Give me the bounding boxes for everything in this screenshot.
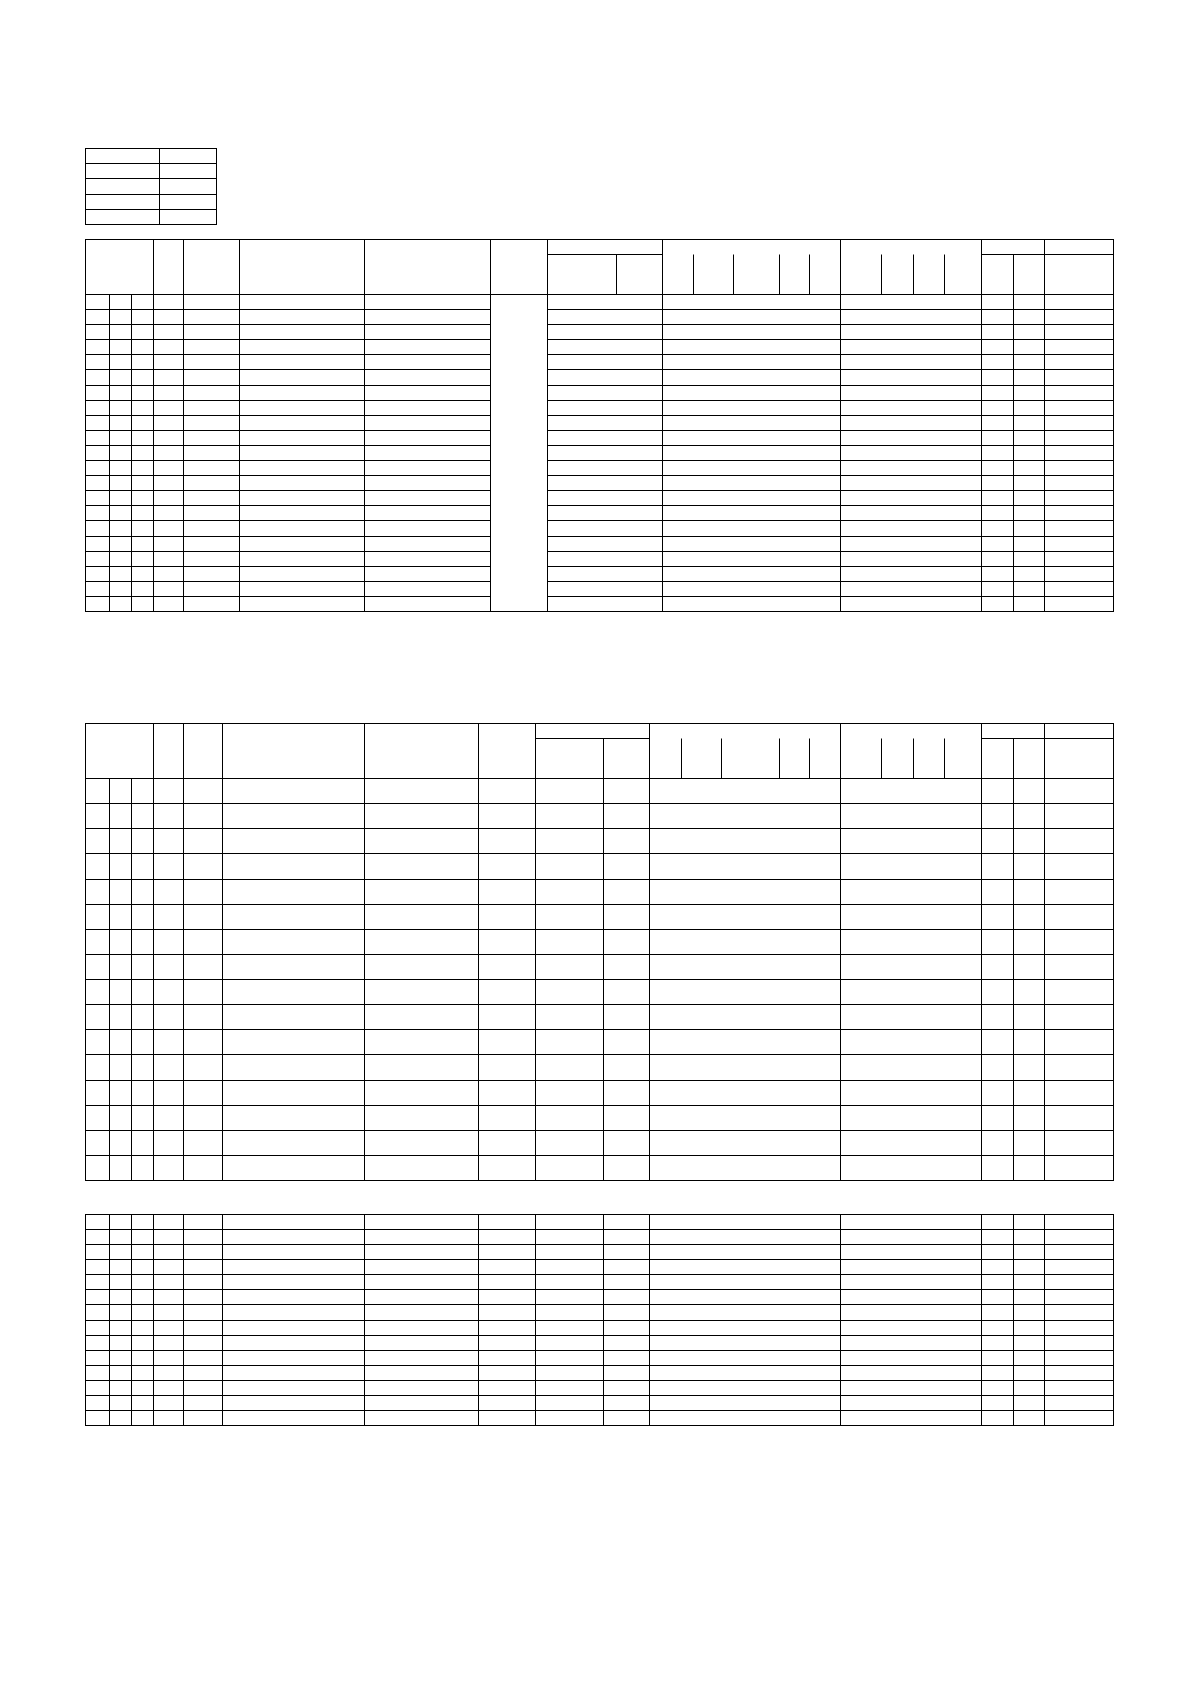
table-3 [86,1215,1114,1426]
small-info-table [86,149,217,225]
table-1 [86,240,1114,612]
table-2 [86,724,1114,1181]
table-border [86,149,217,225]
table-border [86,724,1114,1181]
